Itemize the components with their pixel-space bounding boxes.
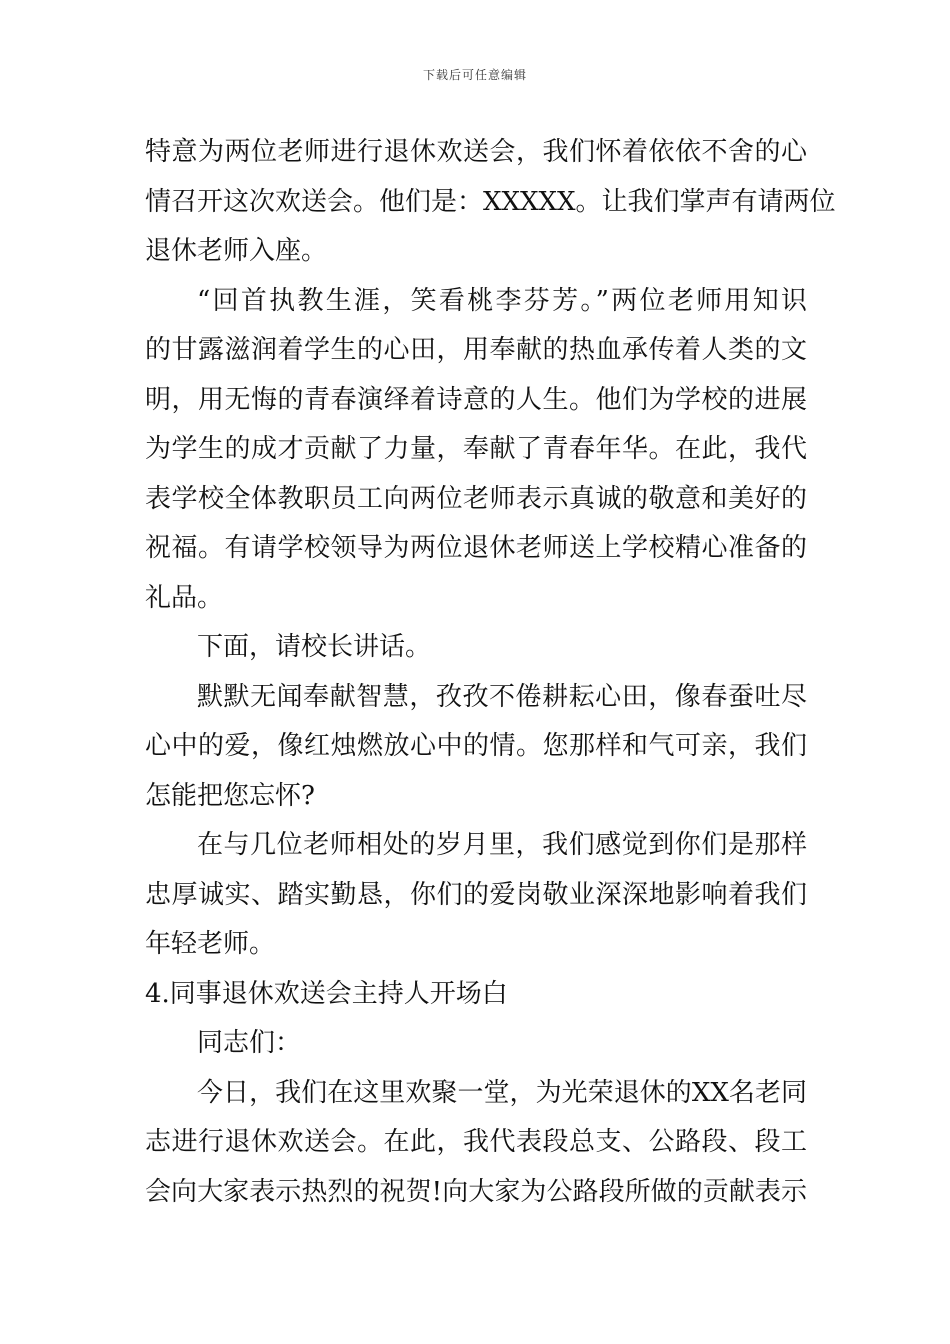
paragraph-first-line: “回首执教生涯，笑看桃李芬芳。”两位老师用知识 <box>197 285 807 316</box>
body-line: 表学校全体教职员工向两位老师表示真诚的敬意和美好的 <box>145 483 807 514</box>
body-line: 志进行退休欢送会。在此，我代表段总支、公路段、段工 <box>145 1127 807 1157</box>
section-heading: 4.同事退休欢送会主持人开场白 <box>145 978 508 1009</box>
page-header-note: 下载后可任意编辑 <box>422 68 527 82</box>
body-line: 祝福。有请学校领导为两位退休老师送上学校精心准备的 <box>145 533 807 563</box>
paragraph-first-line: 默默无闻奉献智慧，孜孜不倦耕耘心田，像春蚕吐尽 <box>197 681 807 712</box>
body-line: 明，用无悔的青春演绎着诗意的人生。他们为学校的进展 <box>145 384 807 415</box>
body-line: 忠厚诚实、踏实勤恳，你们的爱岗敬业深深地影响着我们 <box>145 879 807 910</box>
body-line: 为学生的成才贡献了力量，奉献了青春年华。在此，我代 <box>145 434 807 464</box>
document-body <box>145 128 836 1217</box>
salutation: 同志们： <box>197 1028 302 1058</box>
body-line: 年轻老师。 <box>145 929 276 959</box>
paragraph-first-line: 在与几位老师相处的岁月里，我们感觉到你们是那样 <box>197 830 807 860</box>
body-line: 的甘露滋润着学生的心田，用奉献的热血承传着人类的文 <box>145 335 807 365</box>
body-line: 情召开这次欢送会。他们是：XXXXX。让我们掌声有请两位 <box>145 186 836 217</box>
body-line: 怎能把您忘怀? <box>145 780 315 811</box>
body-line: 会向大家表示热烈的祝贺!向大家为公路段所做的贡献表示 <box>145 1176 807 1207</box>
paragraph-first-line: 下面，请校长讲话。 <box>197 632 432 662</box>
body-line: 礼品。 <box>145 582 224 613</box>
body-line: 心中的爱，像红烛燃放心中的情。您那样和气可亲，我们 <box>145 731 807 761</box>
body-line: 退休老师入座。 <box>145 236 328 266</box>
paragraph-first-line: 今日，我们在这里欢聚一堂，为光荣退休的XX名老同 <box>197 1077 807 1108</box>
body-line: 特意为两位老师进行退休欢送会，我们怀着依依不舍的心 <box>145 137 807 167</box>
